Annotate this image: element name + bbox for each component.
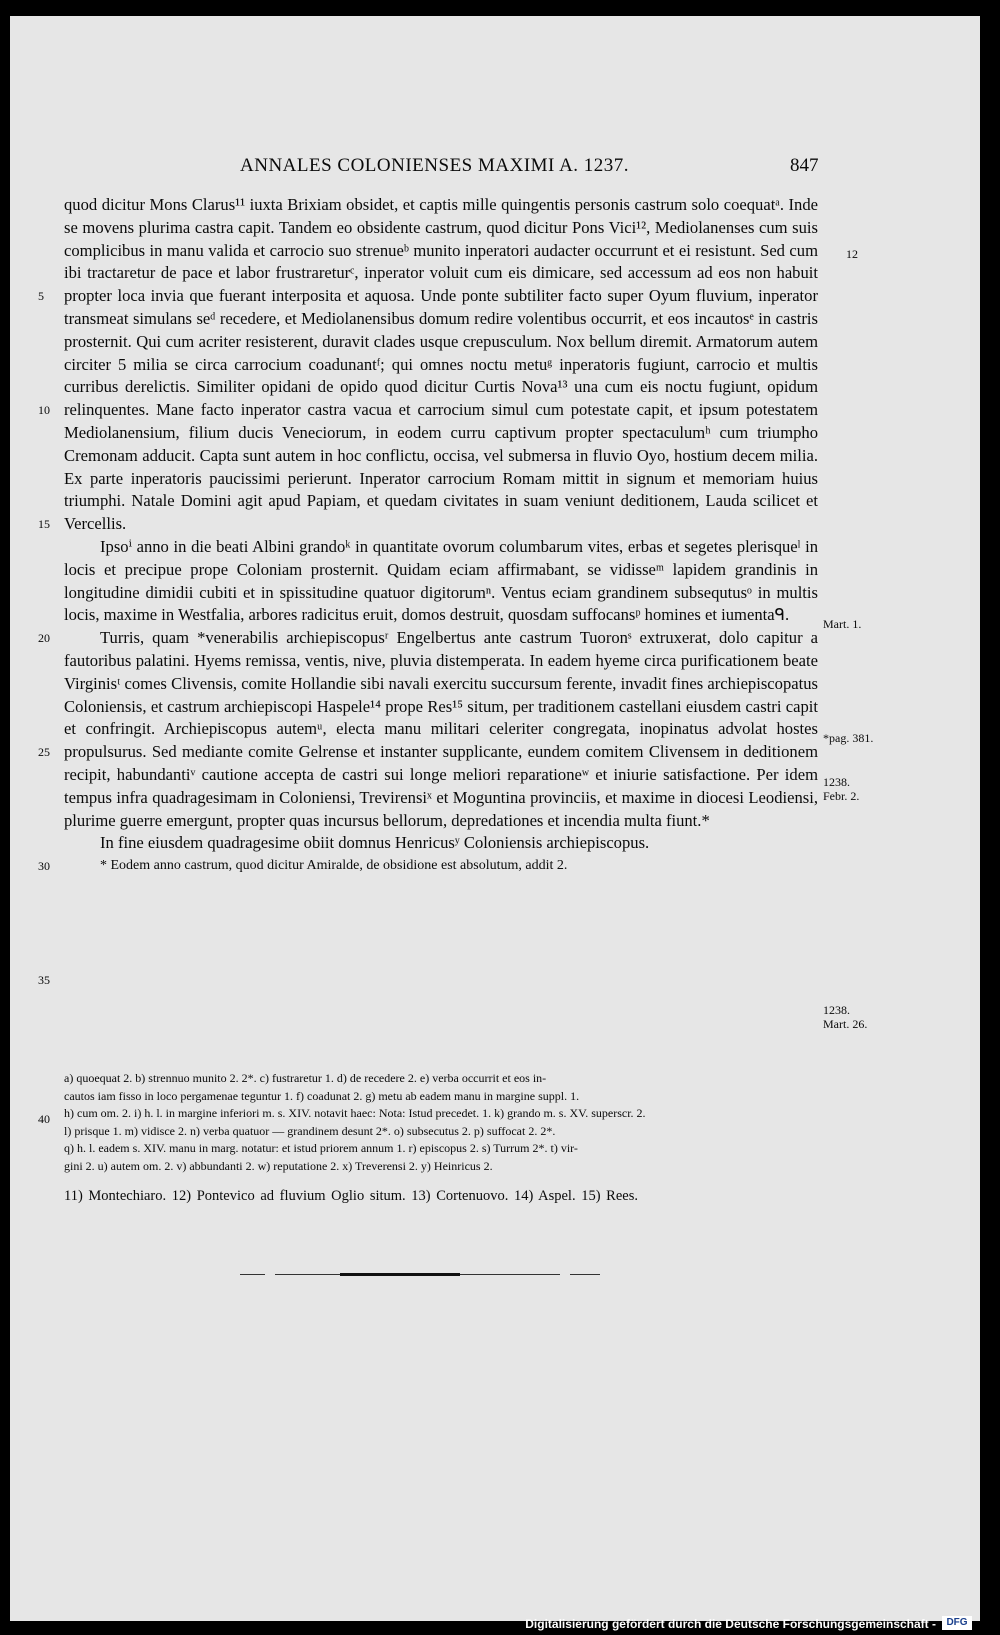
footnote-line: cautos iam fisso in loco pergamenae teguntur 1. f) coadunat 2. g) metu ab eadem manu in margine suppl. 1. (64, 1088, 580, 1103)
main-text (64, 194, 818, 878)
margin-year-1238: 1238. (823, 775, 850, 789)
margin-date-febr-2: Febr. 2. (823, 789, 860, 803)
paragraph-3: Turris, quam *venerabilis archiepiscopusʳ Engelbertus ante castrum Tuoronˢ extruxerat, dolo capitur a fautoribus palatini. Hyems remissa, ventis, nive, pluvia distemperata. In eadem hyeme circa purificationem beate Virginisᵗ comes Clivensis, comite Hollandie sibi navali exercitu succursum ferente, invadit fines archiepiscopatus Coloniensis, et castrum archiepiscopi Haspele¹⁴ prope Res¹⁵ situm, per traditionem castellani eiusdem castri capit et confringit. Archiepiscopus autemᵘ, electa manu militari celeriter congregata, inopinatus advolat hostes propulsurus. Sed mediante comite Gelrense et instanter supplicante, eundem comitem Clivensem in deditionem recipit, habundantiᵛ cautione accepta de castri sui longe meliori reparationeʷ et iniurie satisfactione. Per idem tempus infra quadragesimam in Coloniensi, Trevirensiˣ et Moguntina provinciis, et maxime in diocesi Leodiensi, plurime guerre emergunt, propter quas incursus bellorum, depredationes et incendia multa fiunt.* (64, 628, 818, 830)
digitization-credit: Digitalisierung gefördert durch die Deutsche Forschungsgemeinschaft - (525, 1617, 936, 1631)
line-number: 35 (38, 973, 50, 987)
footnote-line: q) h. l. eadem s. XIV. manu in marg. notatur: et istud priorem annum 1. r) episcopus 2. s) Turrum 2*. t) vir- (64, 1141, 578, 1155)
margin-page-ref: *pag. 381. (823, 731, 874, 745)
paragraph-2: Ipsoⁱ anno in die beati Albini grandoᵏ in quantitate ovorum columbarum vites, erbas et segetes plerisqueˡ in locis et precipue prope Coloniam prosternit. Quidam eciam affirmabant, se vidisseᵐ lapidem grandinis in longitudine dimidii cubiti et in spissitudine quatuor digitorumⁿ. Ventus eciam grandinem subsequtusᵒ in multis locis, maxime in Westfalia, arbores radicitus eruit, domos destruit, quosdam suffocansᵖ homines et iumentaᑫ. (64, 536, 818, 625)
running-header-title: ANNALES COLONIENSES MAXIMI A. 1237. (240, 155, 630, 176)
line-number: 5 (38, 289, 44, 303)
paragraph-4: In fine eiusdem quadragesime obiit domnus Henricusʸ Coloniensis archiepiscopus. (100, 833, 650, 853)
line-number: 30 (38, 859, 50, 873)
line-number: 10 (38, 403, 50, 417)
page-rule (240, 1273, 605, 1276)
addition-note: * Eodem anno castrum, quod dicitur Amiralde, de obsidione est absolutum, addit 2. (100, 858, 568, 874)
margin-date-mart-26: Mart. 26. (823, 1017, 868, 1031)
margin-line-ref: 12 (846, 247, 858, 261)
line-number: 40 (38, 1112, 50, 1126)
paragraph-1: quod dicitur Mons Clarus¹¹ iuxta Brixiam obsidet, et captis mille quingentis personis castrum solo coequatᵃ. Inde se movens plurima castra capit. Tandem eo obsidente castrum, quod dicitur Pons Vici¹², Mediolanenses cum suis complicibus in manu valida et carrocio suo strenueᵇ munito inperatori audacter occurrunt et ei resistunt. Sed cum ibi tractaretur de pace et labor frustrareturᶜ, inperator voluit cum eis dimicare, sed accessum ad eos non habuit propter loca invia que fuerant interposita et aquosa. Unde ponte subtiliter facto super Oyum fluvium, inperator transmeat simulans seᵈ recedere, et Mediolanensibus domum redire volentibus occurrit, et eos incautosᵉ in castris prosternit. Qui cum acriter resisterent, duravit clades usque crepusculum. Nox bellum diremit. Armatorum autem circiter 5 milia se circa carrocium coadunantᶠ; qui omnes noctu metuᵍ inperatoris fugiunt, carrocio et multis curribus derelictis. Similiter opidani de opido quod dicitur Curtis Nova¹³ una cum eis noctu fugiunt, opidum relinquentes. Mane facto inperator castra vacua et carrocium simul cum potestate capit, et ipsum potestatem Mediolanensium, filium ducis Veneciorum, in eodem curru captivum propter spectaculumʰ cum triumpho Cremonam adducit. Capta sunt autem in hoc conflictu, occisa, vel submersa in fluvio Oyo, hostium decem milia. Ex parte inperatoris paucissimi perierunt. Inperator carrocium Romam mittit in signum et memoriam huius triumphi. Natale Domini agit apud Papiam, et quedam civitates in suam veniunt deditionem, Lauda scilicet et Vercellis. (64, 195, 818, 534)
line-number: 15 (38, 517, 50, 531)
footnote-line: a) quoequat 2. b) strennuo munito 2. 2*. c) fustraretur 1. d) de recedere 2. e) verba occurrit et eos in- (64, 1071, 547, 1085)
margin-date-mart-1: Mart. 1. (823, 617, 862, 631)
dfg-logo: DFG (942, 1616, 972, 1630)
footnote-line: l) prisque 1. m) vidisce 2. n) verba quatuor — grandinem desunt 2*. o) subsecutus 2. p) suffocat 2. 2*. (64, 1123, 556, 1138)
footnote-line: gini 2. u) autem om. 2. v) abbundanti 2. w) reputatione 2. x) Treverensi 2. y) Heinricus 2. (64, 1158, 493, 1173)
line-number: 25 (38, 745, 50, 759)
margin-year-1238: 1238. (823, 1003, 850, 1017)
place-references: 11) Montechiaro. 12) Pontevico ad fluvium Oglio situm. 13) Cortenuovo. 14) Aspel. 15) Rees. (64, 1188, 638, 1204)
footnote-line: h) cum om. 2. i) h. l. in margine inferiori m. s. XIV. notavit haec: Nota: Istud precedet. 1. k) grando m. s. XV. superscr. 2. (64, 1106, 646, 1120)
line-number: 20 (38, 631, 50, 645)
critical-apparatus (64, 1070, 818, 1175)
page-number: 847 (790, 155, 819, 176)
